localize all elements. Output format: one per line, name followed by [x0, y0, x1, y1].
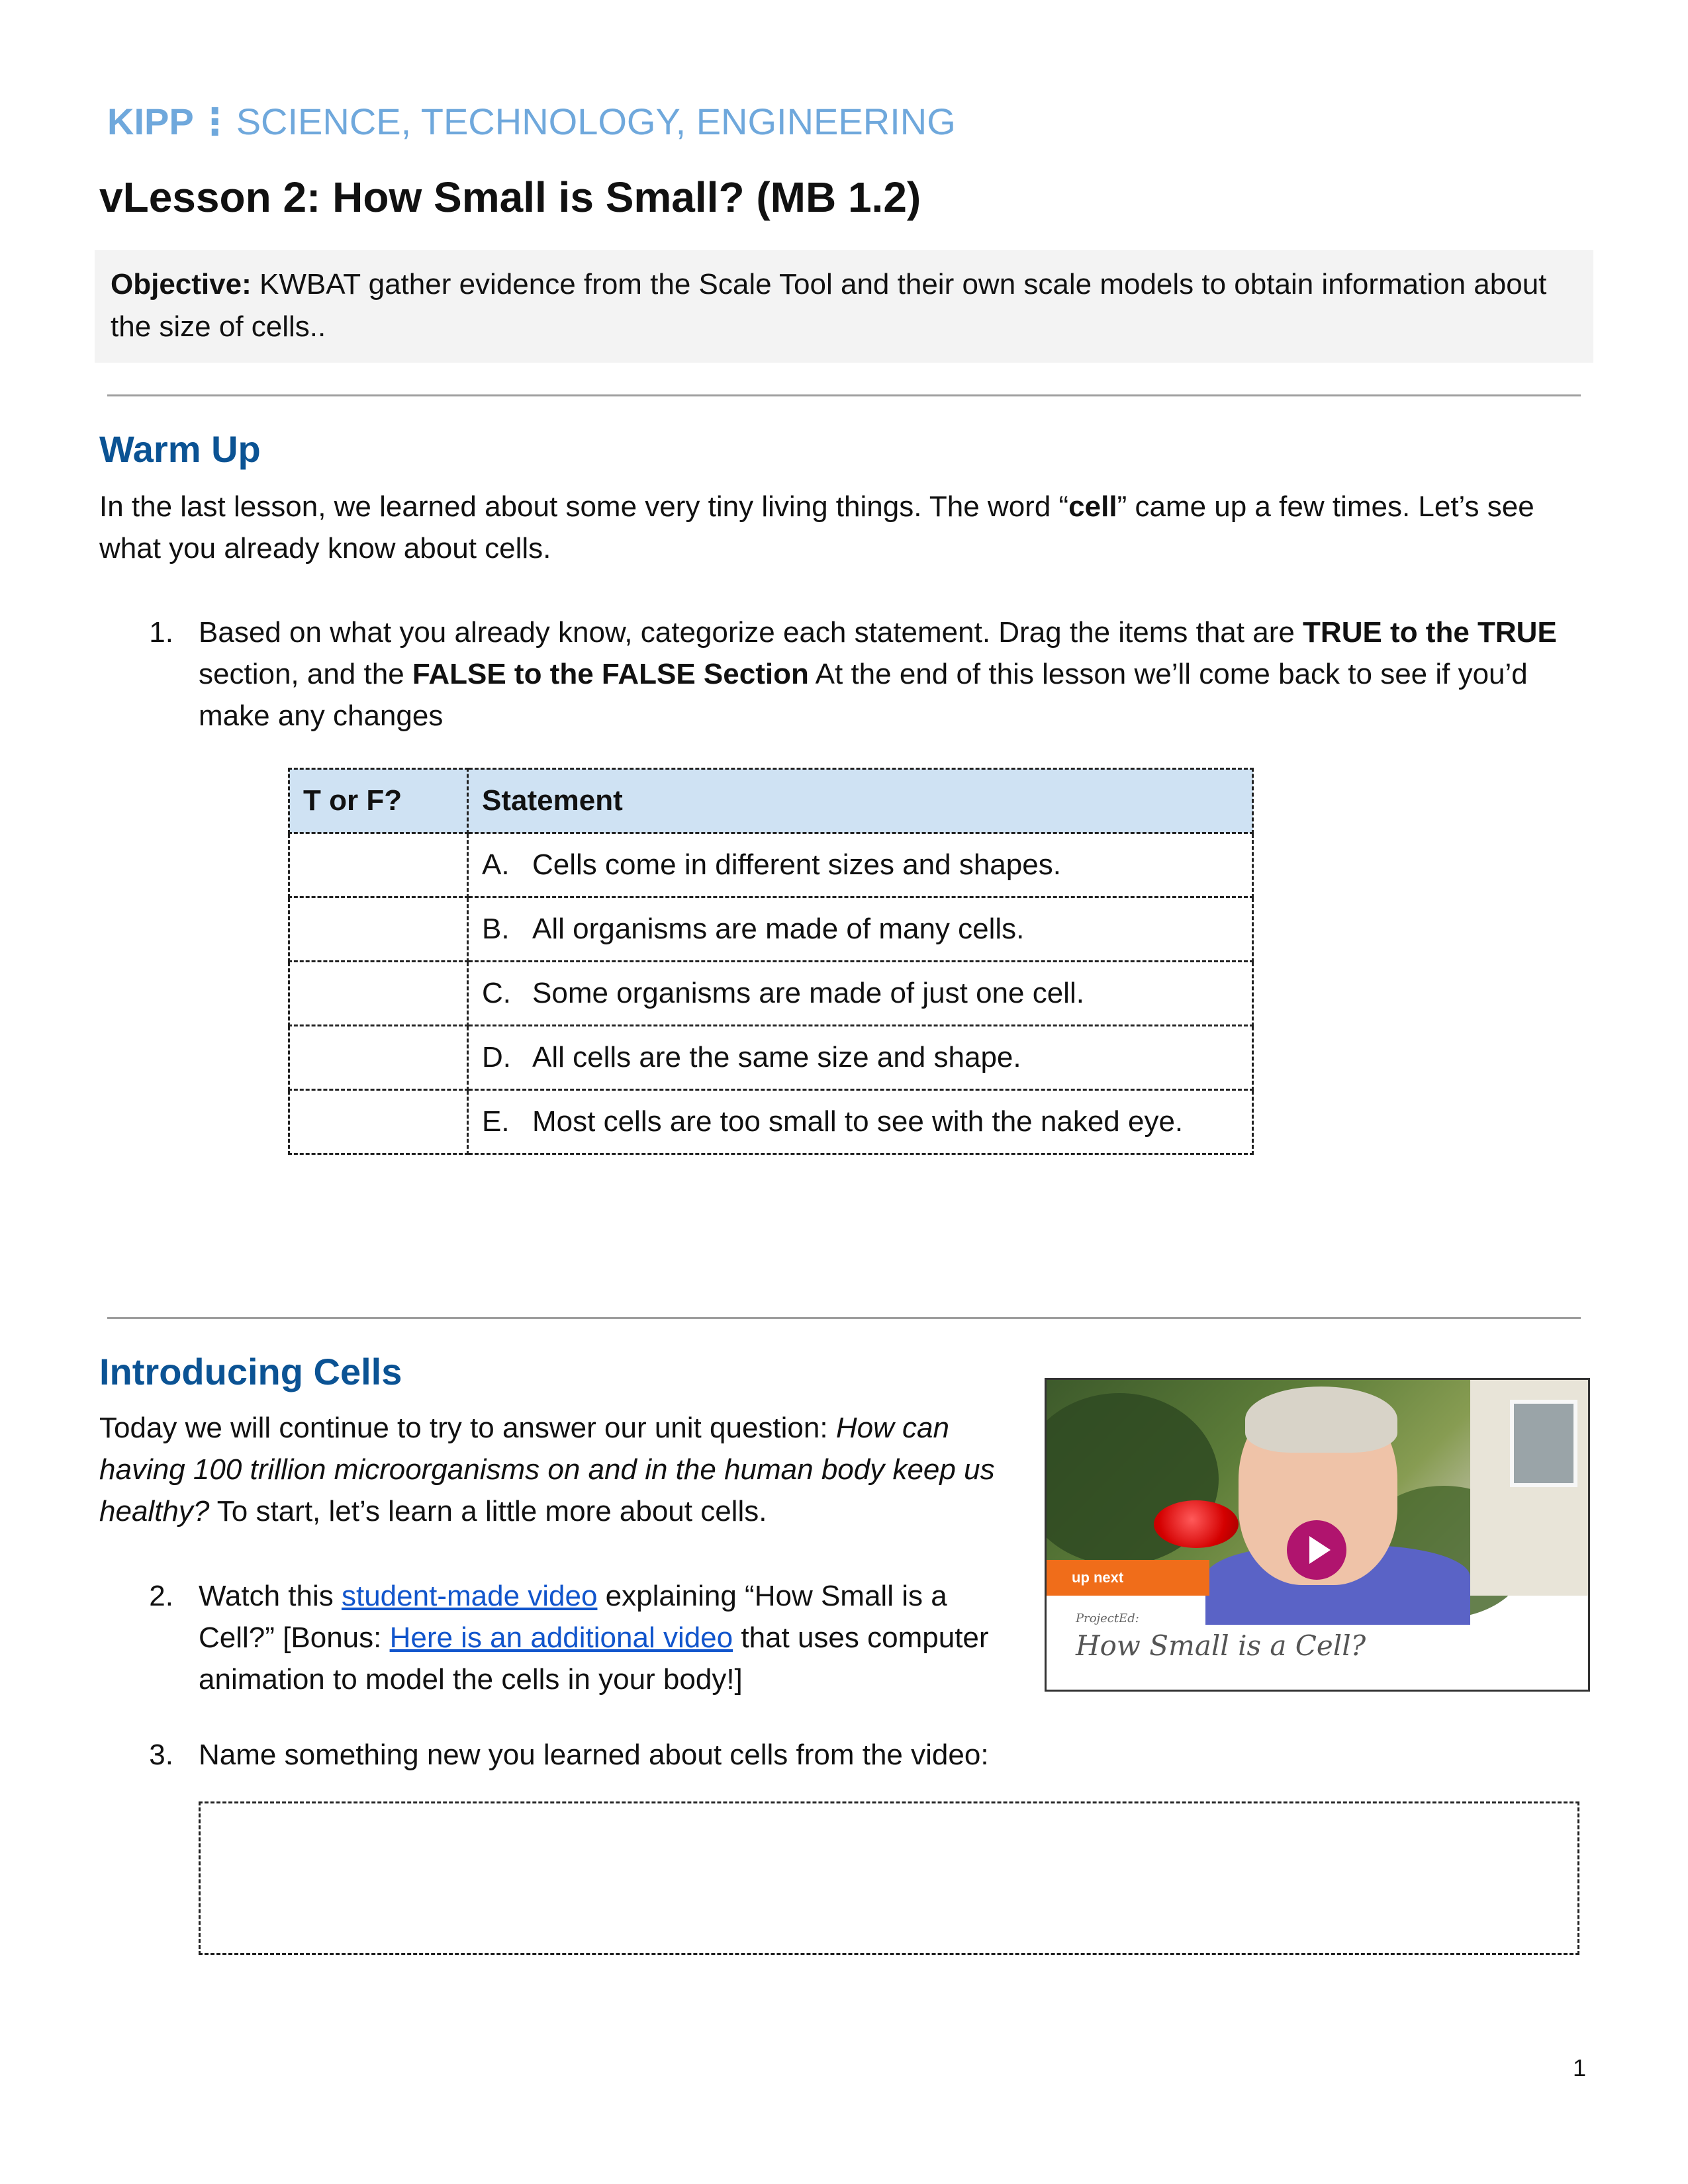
question-3-number: 3. — [149, 1739, 173, 1771]
intro-part2: To start, let’s learn a little more about cells. — [209, 1495, 767, 1527]
statement-cell[interactable] — [468, 897, 1253, 962]
statement-letter: E. — [482, 1105, 510, 1138]
table-row — [289, 1026, 1253, 1090]
question-2-text — [199, 1575, 1019, 1700]
t-or-f-drop-cell[interactable] — [289, 962, 468, 1026]
statement-letter: B. — [482, 913, 510, 945]
statement-text: Some organisms are made of just one cell. — [532, 977, 1084, 1009]
q1-part3: At the end of this lesson we’ll come back to see if you’d make any changes — [199, 658, 1528, 732]
table-header-statement: Statement — [468, 769, 1253, 833]
question-2-number: 2. — [149, 1580, 173, 1612]
video-channel: ProjectEd: — [1076, 1612, 1139, 1625]
statement-cell[interactable] — [468, 1090, 1253, 1154]
statement-text: All organisms are made of many cells. — [532, 913, 1025, 945]
q2-part1: Watch this — [199, 1580, 342, 1612]
question-3-text: Name something new you learned about cells from the video: — [199, 1739, 989, 1771]
q2-part2: explaining “How Small is a Cell?” [Bonus: — [199, 1580, 947, 1654]
section-divider — [107, 394, 1581, 396]
objective-label: Objective: — [111, 268, 252, 300]
warm-up-intro — [99, 486, 1582, 569]
statement-cell[interactable] — [468, 833, 1253, 897]
table-row — [289, 897, 1253, 962]
up-next-banner: up next — [1047, 1560, 1209, 1596]
q2-part3: that uses computer animation to model the cells in your body!] — [199, 1621, 989, 1696]
scene-window — [1510, 1400, 1577, 1487]
statement-letter: C. — [482, 977, 511, 1009]
unit-question: How can having 100 trillion microorganisms on and in the human body keep us healthy? — [99, 1412, 995, 1527]
t-or-f-drop-cell[interactable] — [289, 1026, 468, 1090]
video-caption — [1076, 1612, 1366, 1662]
additional-video-link[interactable]: Here is an additional video — [389, 1621, 733, 1654]
scene-person-hair — [1245, 1387, 1397, 1453]
page-number: 1 — [1573, 2054, 1587, 2081]
play-triangle-icon — [1309, 1536, 1331, 1564]
lesson-title: vLesson 2: How Small is Small? (MB 1.2) — [99, 173, 921, 221]
brand-subtitle: SCIENCE, TECHNOLOGY, ENGINEERING — [236, 101, 956, 142]
question-1-text — [199, 612, 1595, 737]
q1-part2: section, and the — [199, 658, 412, 690]
statement-text: Most cells are too small to see with the naked eye. — [532, 1105, 1184, 1138]
statement-letter: D. — [482, 1041, 511, 1073]
q1-bold2: FALSE to the FALSE Section — [412, 658, 809, 690]
q1-bold1: TRUE to the TRUE — [1303, 616, 1557, 649]
play-button-icon[interactable] — [1287, 1520, 1346, 1580]
t-or-f-drop-cell[interactable] — [289, 1090, 468, 1154]
statement-text: Cells come in different sizes and shapes. — [532, 848, 1061, 881]
red-blood-cell-model — [1154, 1500, 1239, 1548]
objective-box — [95, 250, 1593, 363]
objective-text: KWBAT gather evidence from the Scale Tool and their own scale models to obtain information about the size of cells.. — [111, 268, 1547, 343]
q1-part1: Based on what you already know, categorize each statement. Drag the items that are — [199, 616, 1303, 649]
student-made-video-link[interactable]: student-made video — [341, 1580, 598, 1612]
table-row — [289, 962, 1253, 1026]
table-header-row — [289, 769, 1253, 833]
table-header-t-or-f: T or F? — [289, 769, 468, 833]
true-false-table — [288, 768, 1254, 1155]
kipp-brand-header — [107, 101, 956, 143]
answer-text-box[interactable] — [199, 1801, 1579, 1955]
introducing-cells-heading: Introducing Cells — [99, 1351, 402, 1392]
introducing-cells-intro — [99, 1407, 1019, 1532]
warm-up-intro-part1: In the last lesson, we learned about some very tiny living things. The word “ — [99, 490, 1069, 523]
kipp-logo-dots: ⋮ — [196, 101, 234, 142]
section-divider — [107, 1317, 1581, 1319]
t-or-f-drop-cell[interactable] — [289, 833, 468, 897]
warm-up-intro-part2: ” came up a few times. Let’s see what you already know about cells. — [99, 490, 1534, 565]
warm-up-intro-bold: cell — [1068, 490, 1117, 523]
t-or-f-drop-cell[interactable] — [289, 897, 468, 962]
statement-cell[interactable] — [468, 962, 1253, 1026]
intro-part1: Today we will continue to try to answer our unit question: — [99, 1412, 836, 1444]
question-1-number: 1. — [149, 616, 173, 649]
video-thumbnail[interactable] — [1045, 1378, 1590, 1692]
table-row — [289, 1090, 1253, 1154]
statement-letter: A. — [482, 848, 510, 881]
table-row — [289, 833, 1253, 897]
statement-text: All cells are the same size and shape. — [532, 1041, 1021, 1073]
video-title: How Small is a Cell? — [1076, 1629, 1366, 1662]
kipp-logo-text: KIPP — [107, 101, 194, 142]
statement-cell[interactable] — [468, 1026, 1253, 1090]
warm-up-heading: Warm Up — [99, 428, 261, 470]
